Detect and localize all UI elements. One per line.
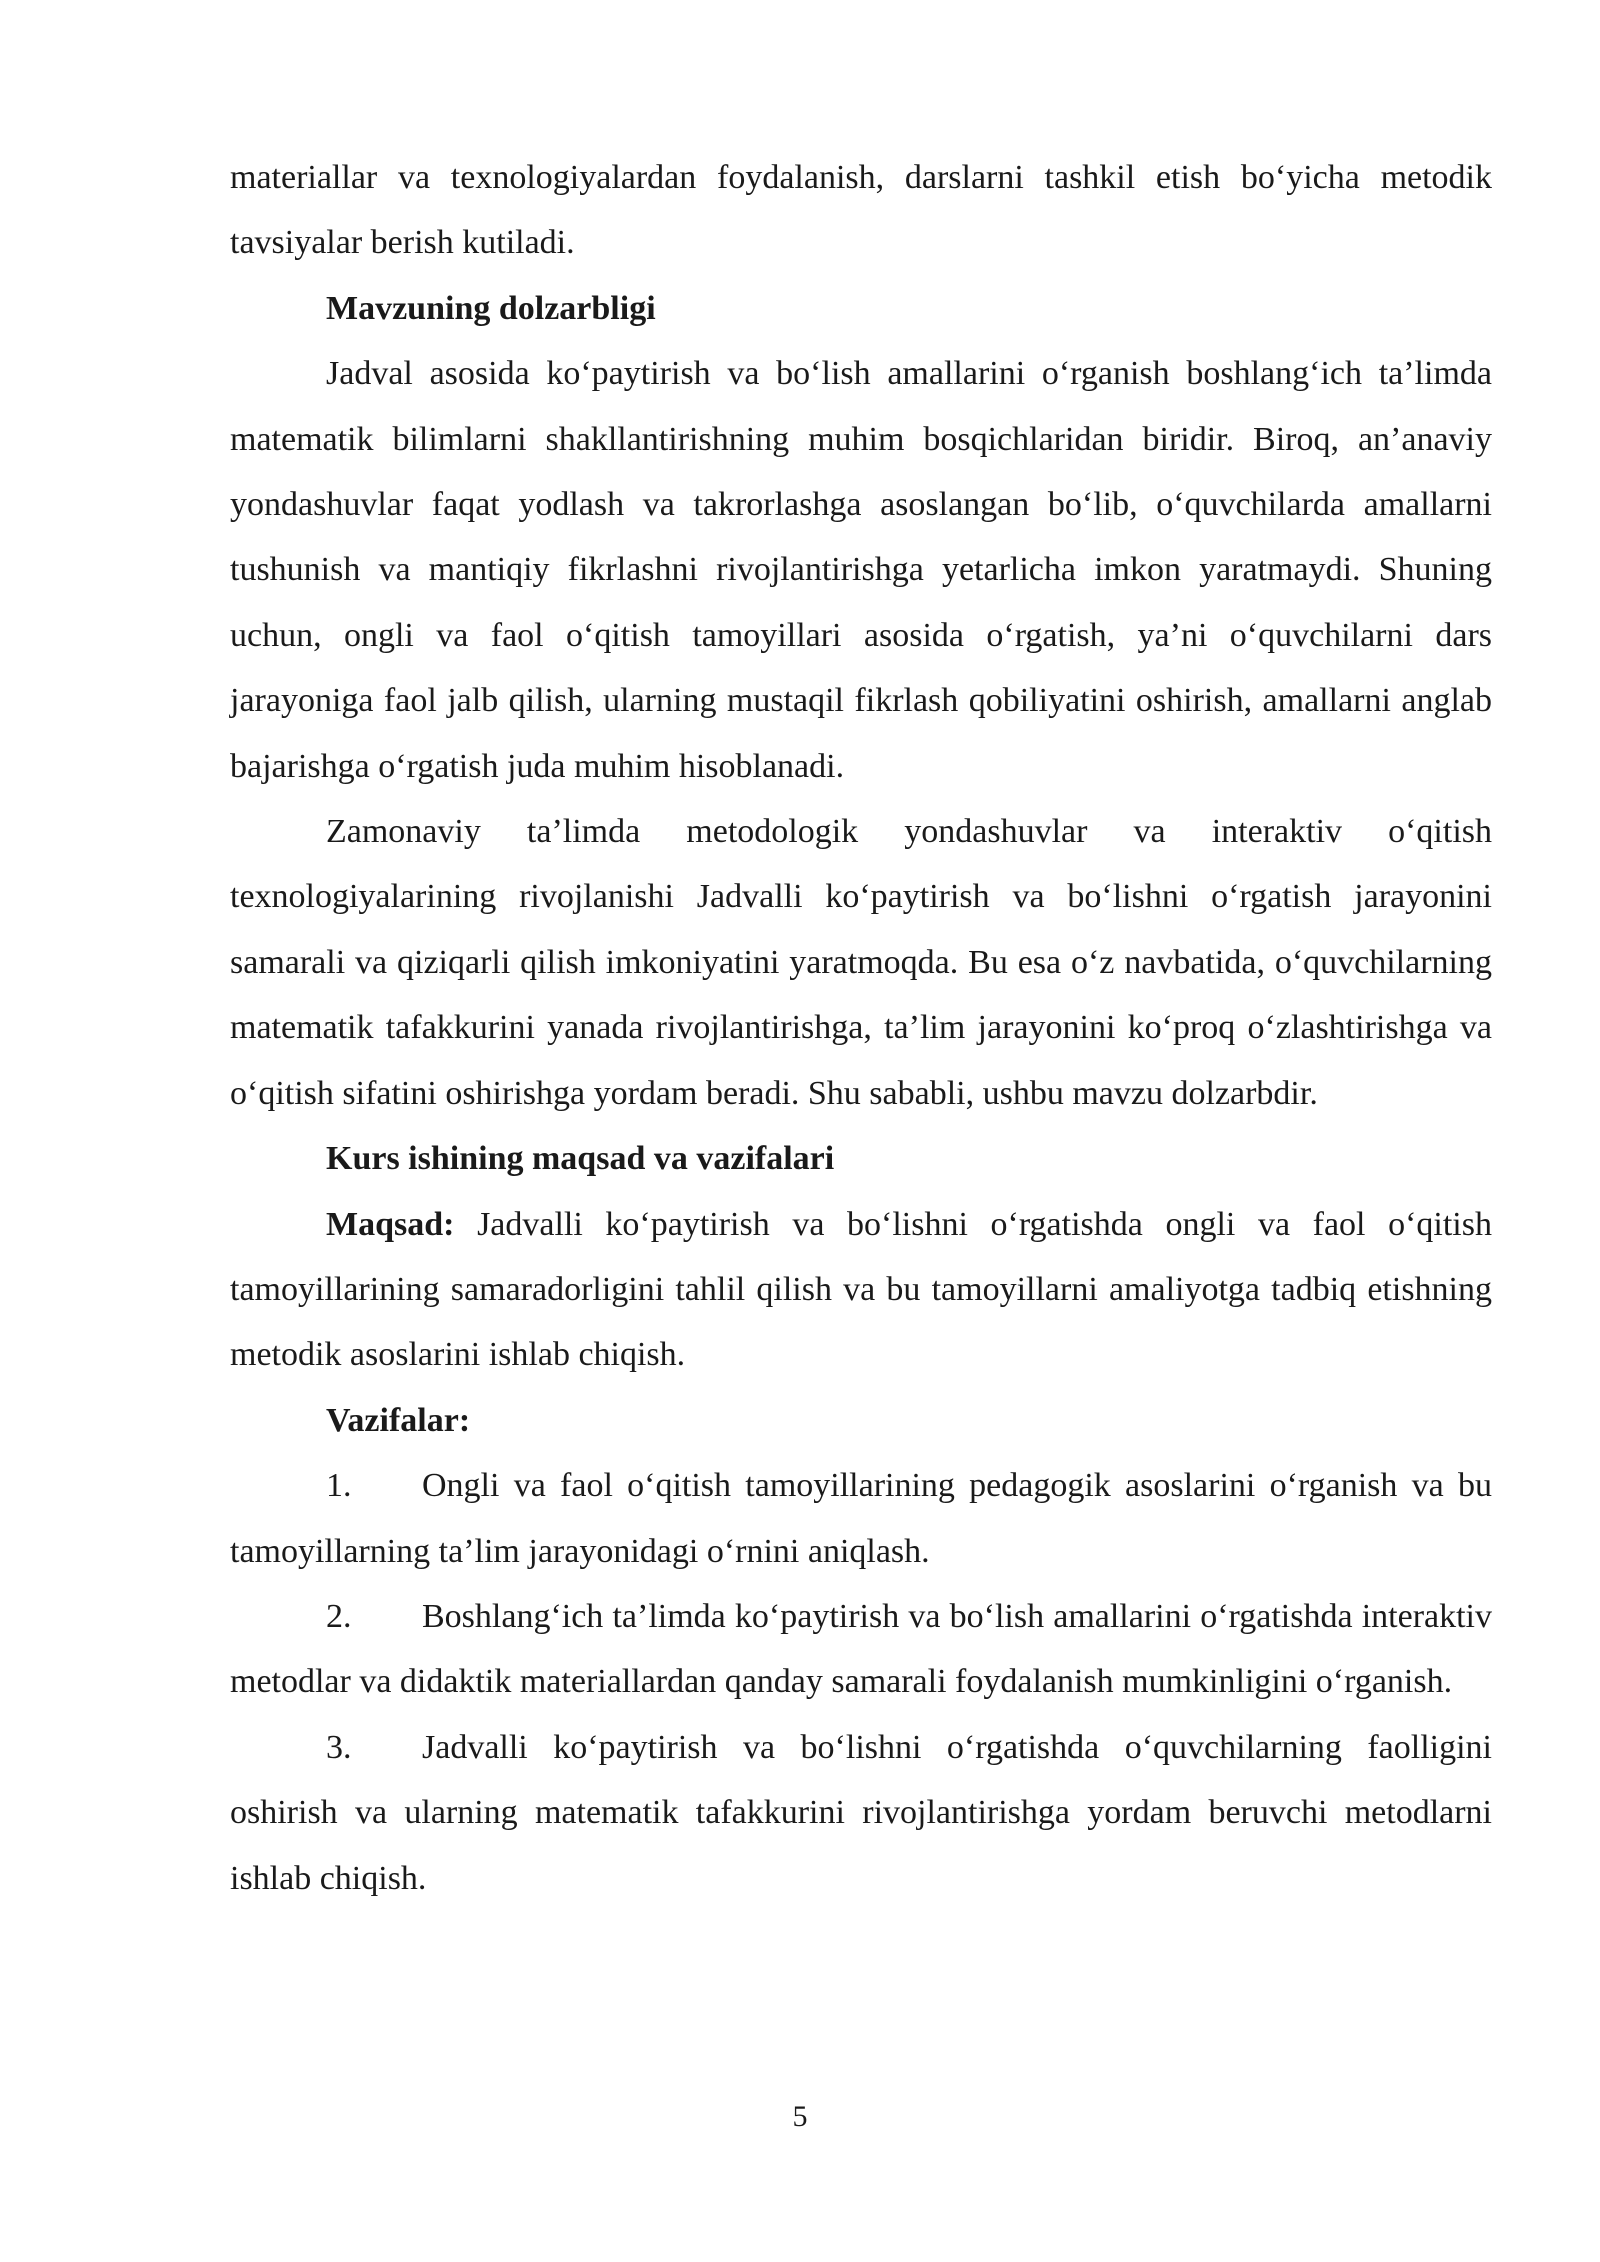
task-text: Boshlang‘ich ta’limda ko‘paytirish va bo‘lish amallarini o‘rgatishda interaktiv metodlar va didaktik materiallardan qanday samarali foydalanish mumkinligini o‘rganish.	[230, 1597, 1492, 1701]
task-item-3	[230, 1715, 1492, 1911]
task-number: 2.	[326, 1597, 352, 1635]
task-text: Ongli va faol o‘qitish tamoyillarining pedagogik asoslarini o‘rganish va bu tamoyillarning ta’lim jarayonidagi o‘rnini aniqlash.	[230, 1467, 1492, 1570]
goal-paragraph	[230, 1192, 1492, 1388]
intro-paragraph: materiallar va texnologiyalardan foydalanish, darslarni tashkil etish bo‘yicha metodik tavsiyalar berish kutiladi.	[230, 159, 1492, 262]
relevance-paragraph-1: Jadval asosida ko‘paytirish va bo‘lish amallarini o‘rganish boshlang‘ich ta’limda matematik bilimlarni shakllantirishning muhim bosqichlaridan biridir. Biroq, an’anaviy yondashuvlar faqat yodlash va takrorlashga asoslangan bo‘lib, o‘quvchilarda amallarni tushunish va mantiqiy fikrlashni rivojlantirishga yetarlicha imkon yaratmaydi. Shuning uchun, ongli va faol o‘qitish tamoyillari asosida o‘rgatish, ya’ni o‘quvchilarni dars jarayoniga faol jalb qilish, ularning mustaqil fikrlash qobiliyatini oshirish, amallarni anglab bajarishga o‘rgatish juda muhim hisoblanadi.	[230, 355, 1492, 785]
task-number: 1.	[326, 1467, 352, 1505]
task-text: Jadvalli ko‘paytirish va bo‘lishni o‘rgatishda o‘quvchilarning faolligini oshirish va ularning matematik tafakkurini rivojlantirishga yordam beruvchi metodlarni ishlab chiqish.	[230, 1728, 1492, 1897]
task-item-1	[230, 1453, 1492, 1584]
section-heading-goals: Kurs ishining maqsad va vazifalari	[326, 1140, 835, 1178]
page-body	[230, 145, 1492, 1911]
tasks-heading: Vazifalar:	[326, 1401, 471, 1439]
goal-label: Maqsad:	[326, 1205, 455, 1243]
task-number: 3.	[326, 1728, 352, 1766]
goal-text: Jadvalli ko‘paytirish va bo‘lishni o‘rgatishda ongli va faol o‘qitish tamoyillarining samaradorligini tahlil qilish va bu tamoyillarni amaliyotga tadbiq etishning metodik asoslarini ishlab chiqish.	[230, 1205, 1492, 1374]
task-item-2	[230, 1584, 1492, 1715]
page-number: 5	[792, 2100, 808, 2133]
relevance-paragraph-2: Zamonaviy ta’limda metodologik yondashuvlar va interaktiv o‘qitish texnologiyalarining rivojlanishi Jadvalli ko‘paytirish va bo‘lishni o‘rgatish jarayonini samarali va qiziqarli qilish imkoniyatini yaratmoqda. Bu esa o‘z navbatida, o‘quvchilarning matematik tafakkurini yanada rivojlantirishga, ta’lim jarayonini ko‘proq o‘zlashtirishga va o‘qitish sifatini oshirishga yordam beradi. Shu sababli, ushbu mavzu dolzarbdir.	[230, 813, 1492, 1112]
section-heading-relevance: Mavzuning dolzarbligi	[326, 289, 656, 327]
